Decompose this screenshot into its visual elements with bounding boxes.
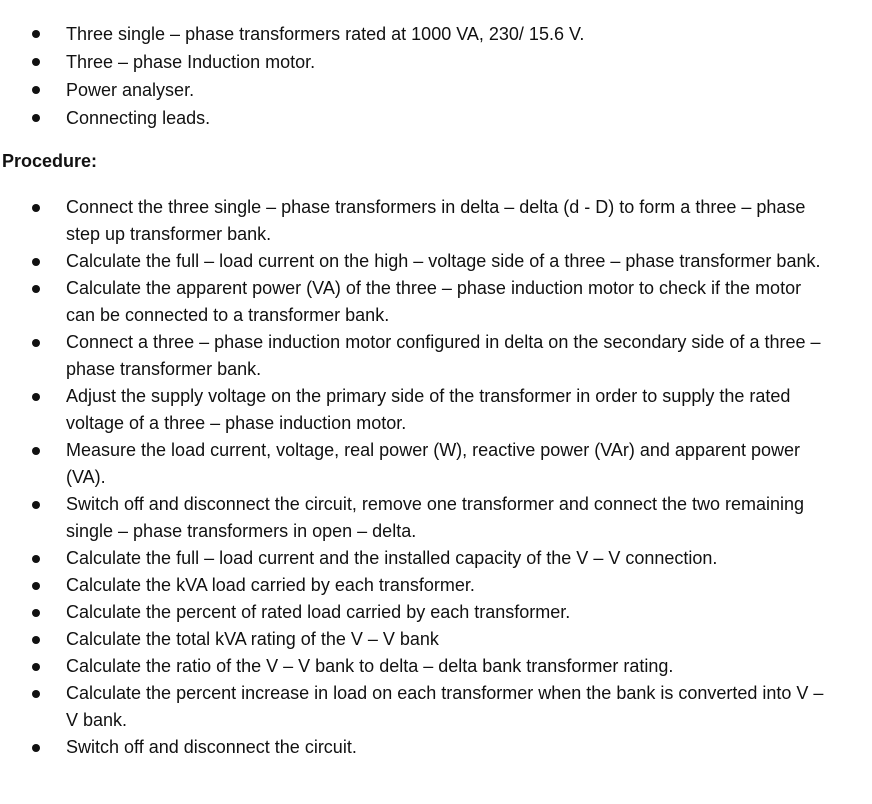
bullet-icon [32, 636, 40, 644]
list-item-text: Measure the load current, voltage, real power (W), reactive power (VAr) and apparent power (VA). [66, 440, 801, 487]
bullet-icon [32, 663, 40, 671]
list-item-text: Connecting leads. [66, 108, 211, 128]
bullet-icon [32, 339, 40, 347]
list-item [0, 194, 872, 248]
bullet-icon [32, 258, 40, 266]
bullet-icon [32, 86, 40, 94]
list-item-text: Calculate the full – load current and the installed capacity of the V – V connection. [66, 548, 718, 568]
list-item-text: Connect a three – phase induction motor configured in delta on the secondary side of a three – phase transformer bank. [66, 332, 821, 379]
bullet-icon [32, 58, 40, 66]
list-item [0, 48, 872, 76]
equipment-list [0, 20, 872, 132]
list-item [0, 104, 872, 132]
list-item [0, 626, 872, 653]
list-item [0, 20, 872, 48]
bullet-icon [32, 582, 40, 590]
list-item-text: Calculate the percent increase in load on each transformer when the bank is converted into V – V bank. [66, 683, 824, 730]
bullet-icon [32, 744, 40, 752]
list-item-text: Switch off and disconnect the circuit. [66, 737, 357, 757]
bullet-icon [32, 204, 40, 212]
list-item [0, 599, 872, 626]
list-item [0, 329, 872, 383]
list-item [0, 76, 872, 104]
list-item [0, 680, 872, 734]
bullet-icon [32, 609, 40, 617]
list-item [0, 491, 872, 545]
list-item-text: Calculate the kVA load carried by each transformer. [66, 575, 475, 595]
bullet-icon [32, 393, 40, 401]
list-item [0, 545, 872, 572]
list-item-text: Calculate the total kVA rating of the V – V bank [66, 629, 439, 649]
bullet-icon [32, 30, 40, 38]
bullet-icon [32, 690, 40, 698]
list-item [0, 653, 872, 680]
list-item [0, 734, 872, 761]
bullet-icon [32, 285, 40, 293]
list-item-text: Connect the three single – phase transformers in delta – delta (d - D) to form a three – phase step up transformer bank. [66, 197, 806, 244]
list-item [0, 437, 872, 491]
list-item-text: Switch off and disconnect the circuit, remove one transformer and connect the two remaining single – phase transformers in open – delta. [66, 494, 805, 541]
bullet-icon [32, 114, 40, 122]
list-item-text: Three single – phase transformers rated at 1000 VA, 230/ 15.6 V. [66, 24, 585, 44]
list-item [0, 572, 872, 599]
list-item-text: Calculate the full – load current on the high – voltage side of a three – phase transformer bank. [66, 251, 821, 271]
list-item [0, 275, 872, 329]
list-item-text: Calculate the ratio of the V – V bank to delta – delta bank transformer rating. [66, 656, 674, 676]
bullet-icon [32, 501, 40, 509]
list-item-text: Calculate the percent of rated load carried by each transformer. [66, 602, 571, 622]
list-item-text: Calculate the apparent power (VA) of the three – phase induction motor to check if the motor can be connected to a transformer bank. [66, 278, 802, 325]
procedure-heading: Procedure: [2, 151, 98, 171]
list-item [0, 383, 872, 437]
list-item-text: Adjust the supply voltage on the primary side of the transformer in order to supply the rated voltage of a three – phase induction motor. [66, 386, 791, 433]
bullet-icon [32, 447, 40, 455]
procedure-list [0, 194, 872, 761]
list-item [0, 248, 872, 275]
bullet-icon [32, 555, 40, 563]
list-item-text: Three – phase Induction motor. [66, 52, 316, 72]
list-item-text: Power analyser. [66, 80, 195, 100]
